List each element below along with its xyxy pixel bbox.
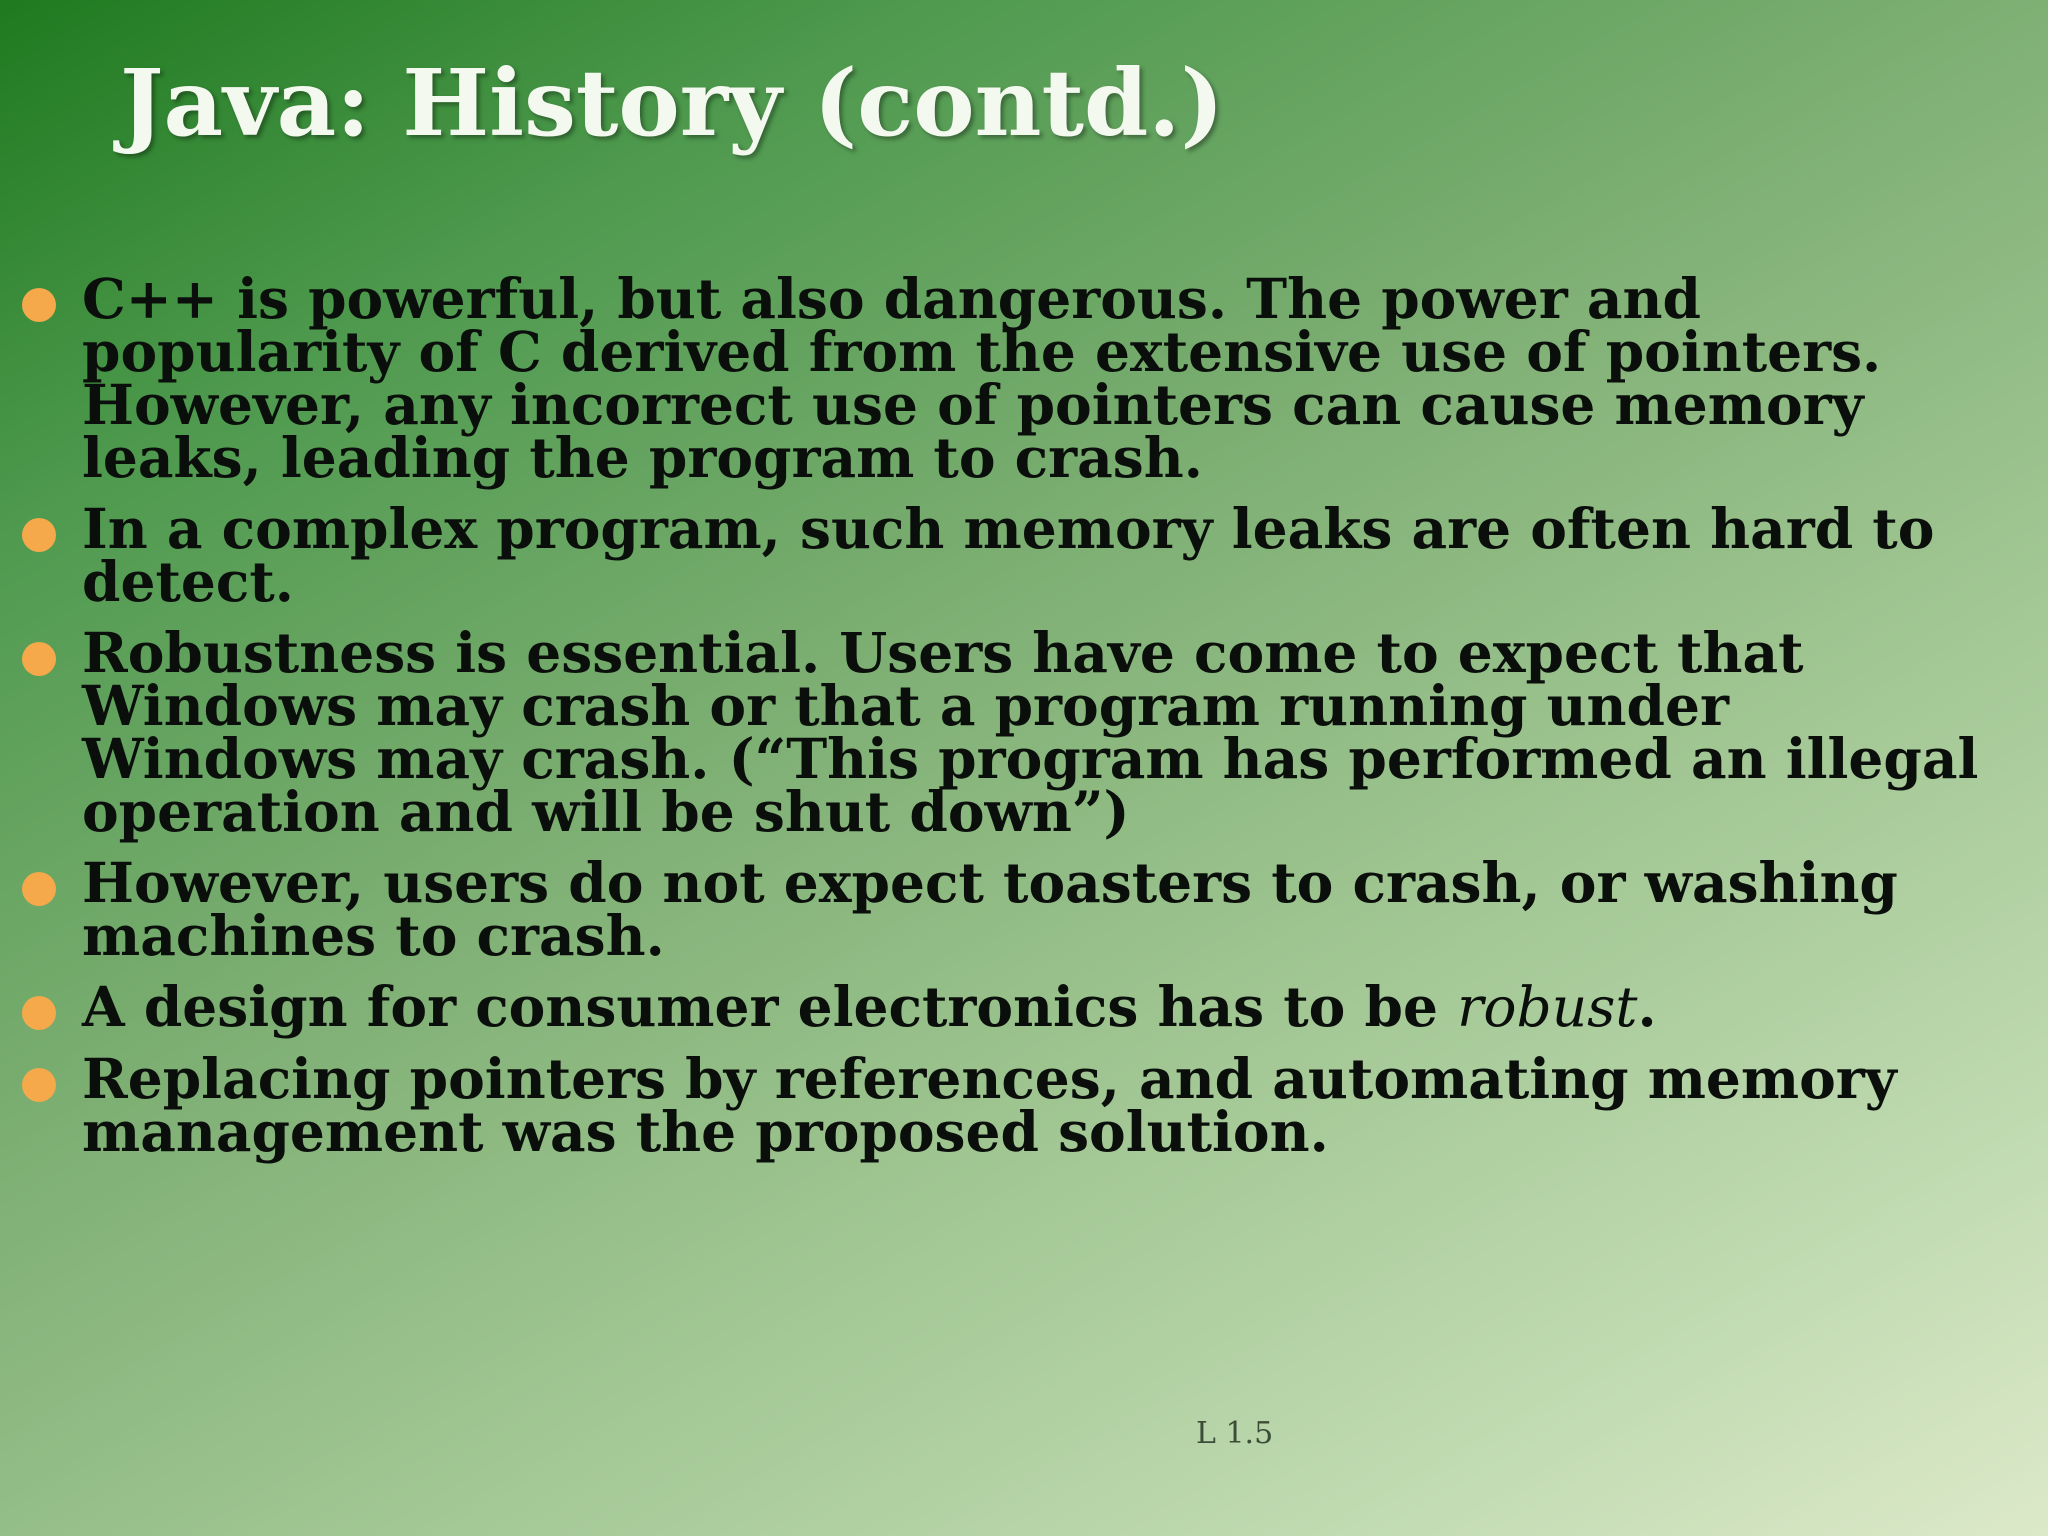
bullet-text: In a complex program, such memory leaks are often hard to detect. (82, 496, 1935, 614)
bullet-item (22, 1046, 2022, 1164)
bullet-text: Robustness is essential. Users have come to expect that Windows may crash or that a program running under Windows may crash. (“This program has performed an illegal operation and will be shut down”) (82, 620, 1979, 844)
bullet-text: C++ is powerful, but also dangerous. The power and popularity of C derived from the extensive use of pointers. However, any incorrect use of pointers can cause memory leaks, leading the program to crash. (82, 266, 1882, 490)
bullet-item (22, 496, 2022, 614)
bullet-text: However, users do not expect toasters to crash, or washing machines to crash. (82, 850, 1898, 968)
bullet-list (22, 266, 2022, 1176)
slide-title: Java: History (contd.) (120, 49, 1224, 157)
bullet-text-before: A design for consumer electronics has to be (82, 974, 1458, 1039)
bullet-text-after: . (1637, 974, 1657, 1039)
bullet-text-emphasis: robust (1457, 975, 1638, 1039)
slide-number: L 1.5 (1196, 1416, 1274, 1451)
bullet-item (22, 266, 2022, 490)
bullet-item (22, 850, 2022, 968)
bullet-item (22, 974, 2022, 1039)
bullet-dot-icon (22, 642, 56, 676)
bullet-dot-icon (22, 288, 56, 322)
bullet-dot-icon (22, 518, 56, 552)
bullet-dot-icon (22, 872, 56, 906)
bullet-item (22, 620, 2022, 844)
bullet-text: Replacing pointers by references, and automating memory management was the proposed solution. (82, 1046, 1897, 1164)
bullet-dot-icon (22, 1068, 56, 1102)
bullet-dot-icon (22, 996, 56, 1030)
